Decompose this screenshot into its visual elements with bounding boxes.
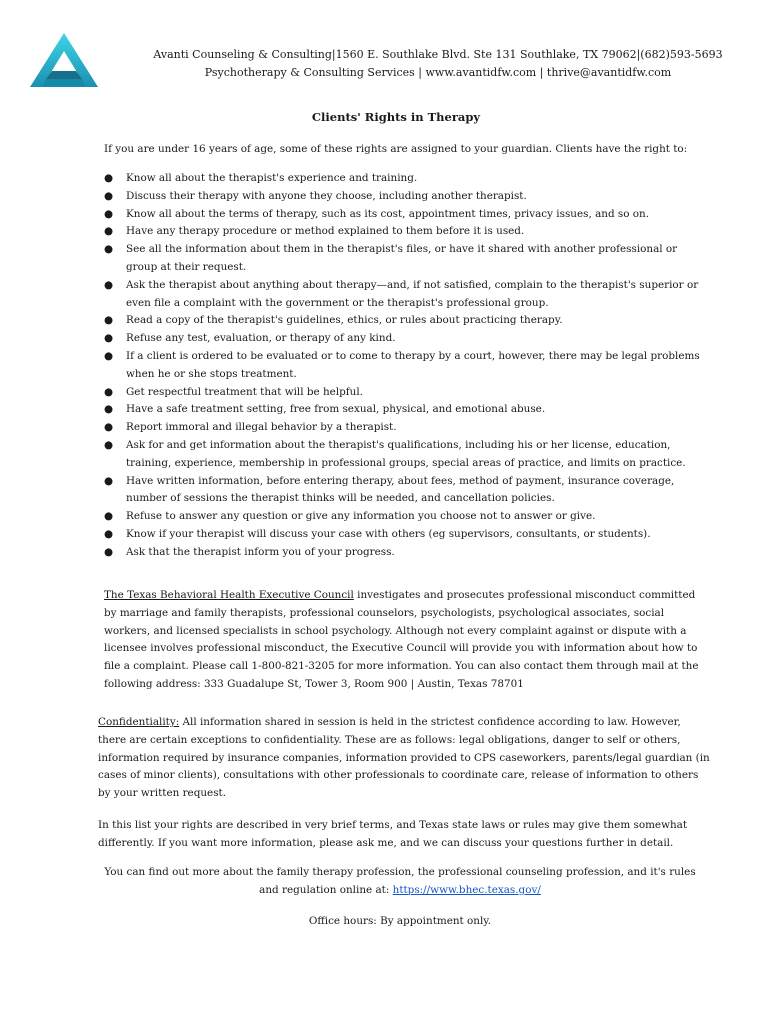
rights-item-text: Ask for and get information about the therapist's qualifications, including his or her license, education, training, experience, membership in professional groups, special areas of practice, and limits on practice. bbox=[126, 438, 686, 469]
bullet-icon: ● bbox=[104, 278, 114, 291]
avanti-logo bbox=[30, 33, 98, 89]
intro-paragraph: If you are under 16 years of age, some of these rights are assigned to your guardian. Clients have the right to: bbox=[104, 143, 688, 155]
confidentiality-label: Confidentiality: bbox=[98, 716, 180, 728]
rights-item-text: Get respectful treatment that will be helpful. bbox=[126, 385, 363, 398]
rights-item-text: Have a safe treatment setting, free from sexual, physical, and emotional abuse. bbox=[126, 403, 546, 416]
rights-item-text: Ask the therapist about anything about therapy—and, if not satisfied, complain to the therapist's superior or even file a complaint with the government or the therapist's professional group. bbox=[126, 278, 699, 309]
bullet-icon: ● bbox=[104, 225, 114, 238]
bullet-icon: ● bbox=[104, 474, 114, 487]
confidentiality-paragraph bbox=[98, 714, 710, 803]
brief-terms-paragraph: In this list your rights are described in very brief terms, and Texas state laws or rules may give them somewhat differently. If you want more information, please ask me, and we can discuss your questions further in detail. bbox=[98, 819, 688, 849]
bullet-icon: ● bbox=[104, 172, 114, 184]
rights-item-text: Report immoral and illegal behavior by a therapist. bbox=[126, 421, 397, 434]
rights-list-item bbox=[104, 277, 704, 313]
council-name: The Texas Behavioral Health Executive Council bbox=[104, 589, 354, 601]
rights-list-item bbox=[104, 223, 704, 241]
rights-item-text: Ask that the therapist inform you of your progress. bbox=[126, 545, 395, 558]
rights-list-item bbox=[104, 544, 704, 562]
rights-item-text: Refuse any test, evaluation, or therapy of any kind. bbox=[126, 332, 396, 345]
letterhead bbox=[108, 46, 768, 82]
bullet-icon: ● bbox=[104, 438, 114, 451]
find-out-paragraph bbox=[100, 864, 700, 900]
rights-item-text: Have written information, before entering therapy, about fees, method of payment, insurance coverage, number of sessions the therapist thinks will be needed, and cancellation policies. bbox=[126, 474, 675, 505]
bullet-icon: ● bbox=[104, 314, 114, 327]
rights-item-text: Read a copy of the therapist's guidelines, ethics, or rules about practicing therapy. bbox=[126, 314, 563, 327]
rights-item-text: See all the information about them in the therapist's files, or have it shared with another professional or group at their request. bbox=[126, 243, 678, 273]
rights-list-item bbox=[104, 241, 704, 277]
rights-list-item bbox=[104, 401, 704, 419]
rights-list-item bbox=[104, 206, 704, 224]
council-paragraph bbox=[104, 587, 704, 694]
rights-list-item bbox=[104, 437, 704, 473]
council-text: investigates and prosecutes professional misconduct committed by marriage and family therapists, professional counselors, psychologists, psychological associates, social workers, and licensed specialists in school psychology. Although not every complaint against or dispute with a licensee involves professional misconduct, the Executive Council will provide you with information about how to file a complaint. Please call 1-800-821-3205 for more information. You can also contact them through mail at the following address: 333 Guadalupe St, Tower 3, Room 900 | Austin, Texas 78701 bbox=[104, 589, 699, 690]
rights-list-item bbox=[104, 330, 704, 348]
bullet-icon: ● bbox=[104, 403, 114, 416]
rights-item-text: Know all about the terms of therapy, such as its cost, appointment times, privacy issues, and so on. bbox=[126, 207, 650, 220]
bullet-icon: ● bbox=[104, 189, 114, 202]
confidentiality-text: All information shared in session is held in the strictest confidence according to law. However, there are certain exceptions to confidentiality. These are as follows: legal obligations, danger to self or others, information required by insurance companies, information provided to CPS caseworkers, parents/legal guardian (in cases of minor clients), consultations with other professionals to coordinate care, release of information to others by your written request. bbox=[98, 716, 710, 800]
rights-item-text: Know if your therapist will discuss your case with others (eg supervisors, consultants, or students). bbox=[126, 527, 651, 540]
page-title: Clients' Rights in Therapy bbox=[311, 110, 481, 124]
bullet-icon: ● bbox=[104, 527, 114, 540]
rights-list-item bbox=[104, 188, 704, 206]
bullet-icon: ● bbox=[104, 510, 114, 523]
rights-list-item bbox=[104, 170, 704, 188]
rights-item-text: Discuss their therapy with anyone they choose, including another therapist. bbox=[126, 189, 527, 202]
office-hours: Office hours: By appointment only. bbox=[308, 915, 492, 927]
rights-list-item bbox=[104, 384, 704, 402]
bullet-icon: ● bbox=[104, 207, 114, 220]
bhec-link[interactable]: https://www.bhec.texas.gov/ bbox=[392, 883, 541, 896]
rights-item-text: Refuse to answer any question or give any information you choose not to answer or give. bbox=[126, 510, 596, 523]
bullet-icon: ● bbox=[104, 349, 114, 362]
rights-list bbox=[104, 170, 704, 562]
rights-list-item bbox=[104, 508, 704, 526]
bullet-icon: ● bbox=[104, 332, 114, 345]
letterhead-address: Avanti Counseling & Consulting|1560 E. Southlake Blvd. Ste 131 Southlake, TX 79062|(682)593-5693 bbox=[153, 48, 723, 61]
rights-list-item bbox=[104, 473, 704, 509]
bullet-icon: ● bbox=[104, 545, 114, 558]
rights-item-text: If a client is ordered to be evaluated or to come to therapy by a court, however, there may be legal problems when he or she stops treatment. bbox=[126, 349, 700, 380]
find-out-text: You can find out more about the family therapy profession, the professional counseling profession, and it's rules and regulation online at: bbox=[104, 866, 696, 896]
rights-list-item bbox=[104, 526, 704, 544]
rights-list-item bbox=[104, 419, 704, 437]
rights-item-text: Have any therapy procedure or method explained to them before it is used. bbox=[126, 225, 525, 238]
letterhead-services: Psychotherapy & Consulting Services | www.avantidfw.com | thrive@avantidfw.com bbox=[204, 66, 672, 79]
rights-list-item bbox=[104, 348, 704, 384]
bullet-icon: ● bbox=[104, 421, 114, 434]
rights-item-text: Know all about the therapist's experience and training. bbox=[126, 172, 418, 184]
rights-list-item bbox=[104, 312, 704, 330]
bullet-icon: ● bbox=[104, 243, 114, 256]
bullet-icon: ● bbox=[104, 385, 114, 398]
